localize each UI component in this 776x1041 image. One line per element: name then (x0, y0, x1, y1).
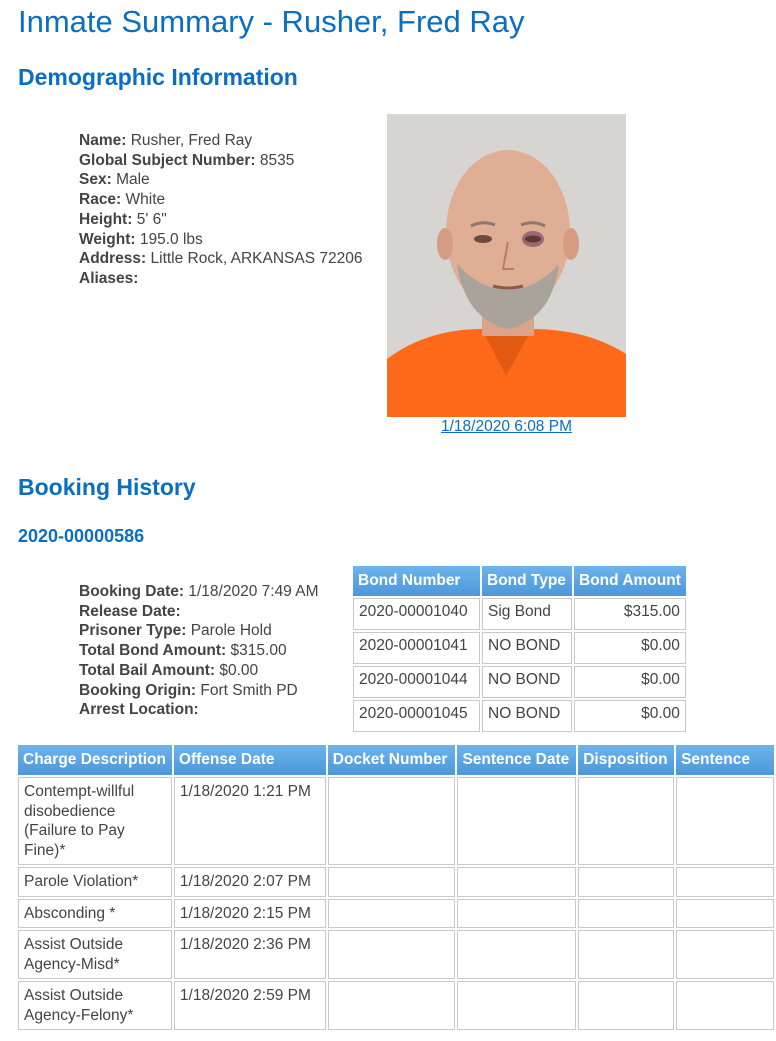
field-name: Name: Rusher, Fred Ray (79, 132, 253, 149)
sentence-cell (676, 867, 774, 897)
field-booking-origin: Booking Origin: Fort Smith PD (79, 681, 298, 699)
table-row (353, 700, 686, 732)
charge-table-container (16, 743, 750, 1032)
field-total-bail-amount: Total Bail Amount: $0.00 (79, 661, 259, 679)
charge-description-cell: Assist Outside Agency-Misd* (18, 930, 172, 979)
table-row (18, 899, 774, 929)
table-row (353, 598, 686, 630)
sentence-date-cell (457, 981, 576, 1030)
bond-amount-cell: $0.00 (574, 700, 686, 732)
bond-type-cell: Sig Bond (482, 598, 572, 630)
field-address: Address: Little Rock, ARKANSAS 72206 (79, 250, 363, 268)
charge-description-cell: Contempt-willful disobedience (Failure to Pay Fine)* (18, 777, 172, 865)
docket-number-cell (328, 867, 456, 897)
sentence-date-cell (457, 930, 576, 979)
disposition-header: Disposition (578, 745, 674, 775)
disposition-cell (578, 981, 674, 1030)
offense-date-cell: 1/18/2020 2:59 PM (174, 981, 326, 1030)
charge-description-cell: Parole Violation* (18, 867, 172, 897)
field-sex: Sex: Male (79, 171, 150, 189)
charge-table (16, 743, 776, 1032)
docket-number-cell (328, 930, 456, 979)
booking-fields (79, 582, 319, 720)
field-release-date: Release Date: (79, 602, 181, 620)
offense-date-cell: 1/18/2020 2:07 PM (174, 867, 326, 897)
bond-number-cell: 2020-00001040 (353, 598, 480, 630)
disposition-cell (578, 777, 674, 865)
field-height: Height: 5' 6" (79, 210, 167, 228)
disposition-cell (578, 899, 674, 929)
charge-description-cell: Absconding * (18, 899, 172, 929)
bond-number-header: Bond Number (353, 566, 480, 596)
docket-number-header: Docket Number (328, 745, 456, 775)
bond-type-cell: NO BOND (482, 666, 572, 698)
table-row (353, 666, 686, 698)
mugshot-photo (387, 114, 626, 417)
sentence-cell (676, 981, 774, 1030)
offense-date-cell: 1/18/2020 2:15 PM (174, 899, 326, 929)
bond-type-header: Bond Type (482, 566, 572, 596)
field-prisoner-type: Prisoner Type: Parole Hold (79, 622, 272, 640)
field-race: Race: White (79, 191, 166, 209)
charge-table-header (18, 745, 774, 775)
page-title: Inmate Summary - Rusher, Fred Ray (18, 4, 525, 39)
sentence-date-cell (457, 899, 576, 929)
bond-number-cell: 2020-00001045 (353, 700, 480, 732)
bond-number-cell: 2020-00001044 (353, 666, 480, 698)
demographic-fields (79, 131, 362, 289)
docket-number-cell (328, 899, 456, 929)
table-row (18, 930, 774, 979)
booking-history-heading: Booking History (18, 474, 196, 500)
charge-description-header: Charge Description (18, 745, 172, 775)
table-row (18, 867, 774, 897)
field-arrest-location: Arrest Location: (79, 701, 199, 719)
mugshot-image (387, 114, 626, 417)
sentence-header: Sentence (676, 745, 774, 775)
sentence-date-cell (457, 867, 576, 897)
field-booking-date: Booking Date: 1/18/2020 7:49 AM (79, 583, 319, 600)
disposition-cell (578, 867, 674, 897)
photo-date-link[interactable]: 1/18/2020 6:08 PM (441, 418, 572, 435)
offense-date-header: Offense Date (174, 745, 326, 775)
bond-table-header (353, 566, 686, 596)
bond-type-cell: NO BOND (482, 700, 572, 732)
table-row (353, 632, 686, 664)
sentence-cell (676, 930, 774, 979)
sentence-cell (676, 777, 774, 865)
docket-number-cell (328, 981, 456, 1030)
sentence-date-cell (457, 777, 576, 865)
bond-amount-cell: $0.00 (574, 666, 686, 698)
field-global-subject-number: Global Subject Number: 8535 (79, 151, 295, 169)
booking-number-heading: 2020-00000586 (18, 526, 145, 546)
bond-amount-cell: $315.00 (574, 598, 686, 630)
bond-type-cell: NO BOND (482, 632, 572, 664)
offense-date-cell: 1/18/2020 2:36 PM (174, 930, 326, 979)
sentence-cell (676, 899, 774, 929)
sentence-date-header: Sentence Date (457, 745, 576, 775)
table-row (18, 777, 774, 865)
field-weight: Weight: 195.0 lbs (79, 230, 203, 248)
bond-amount-cell: $0.00 (574, 632, 686, 664)
offense-date-cell: 1/18/2020 1:21 PM (174, 777, 326, 865)
bond-amount-header: Bond Amount (574, 566, 686, 596)
docket-number-cell (328, 777, 456, 865)
disposition-cell (578, 930, 674, 979)
demographic-heading: Demographic Information (18, 64, 298, 90)
charge-description-cell: Assist Outside Agency-Felony* (18, 981, 172, 1030)
bond-number-cell: 2020-00001041 (353, 632, 480, 664)
bond-table (351, 564, 688, 734)
table-row (18, 981, 774, 1030)
field-aliases: Aliases: (79, 269, 139, 287)
field-total-bond-amount: Total Bond Amount: $315.00 (79, 642, 287, 660)
